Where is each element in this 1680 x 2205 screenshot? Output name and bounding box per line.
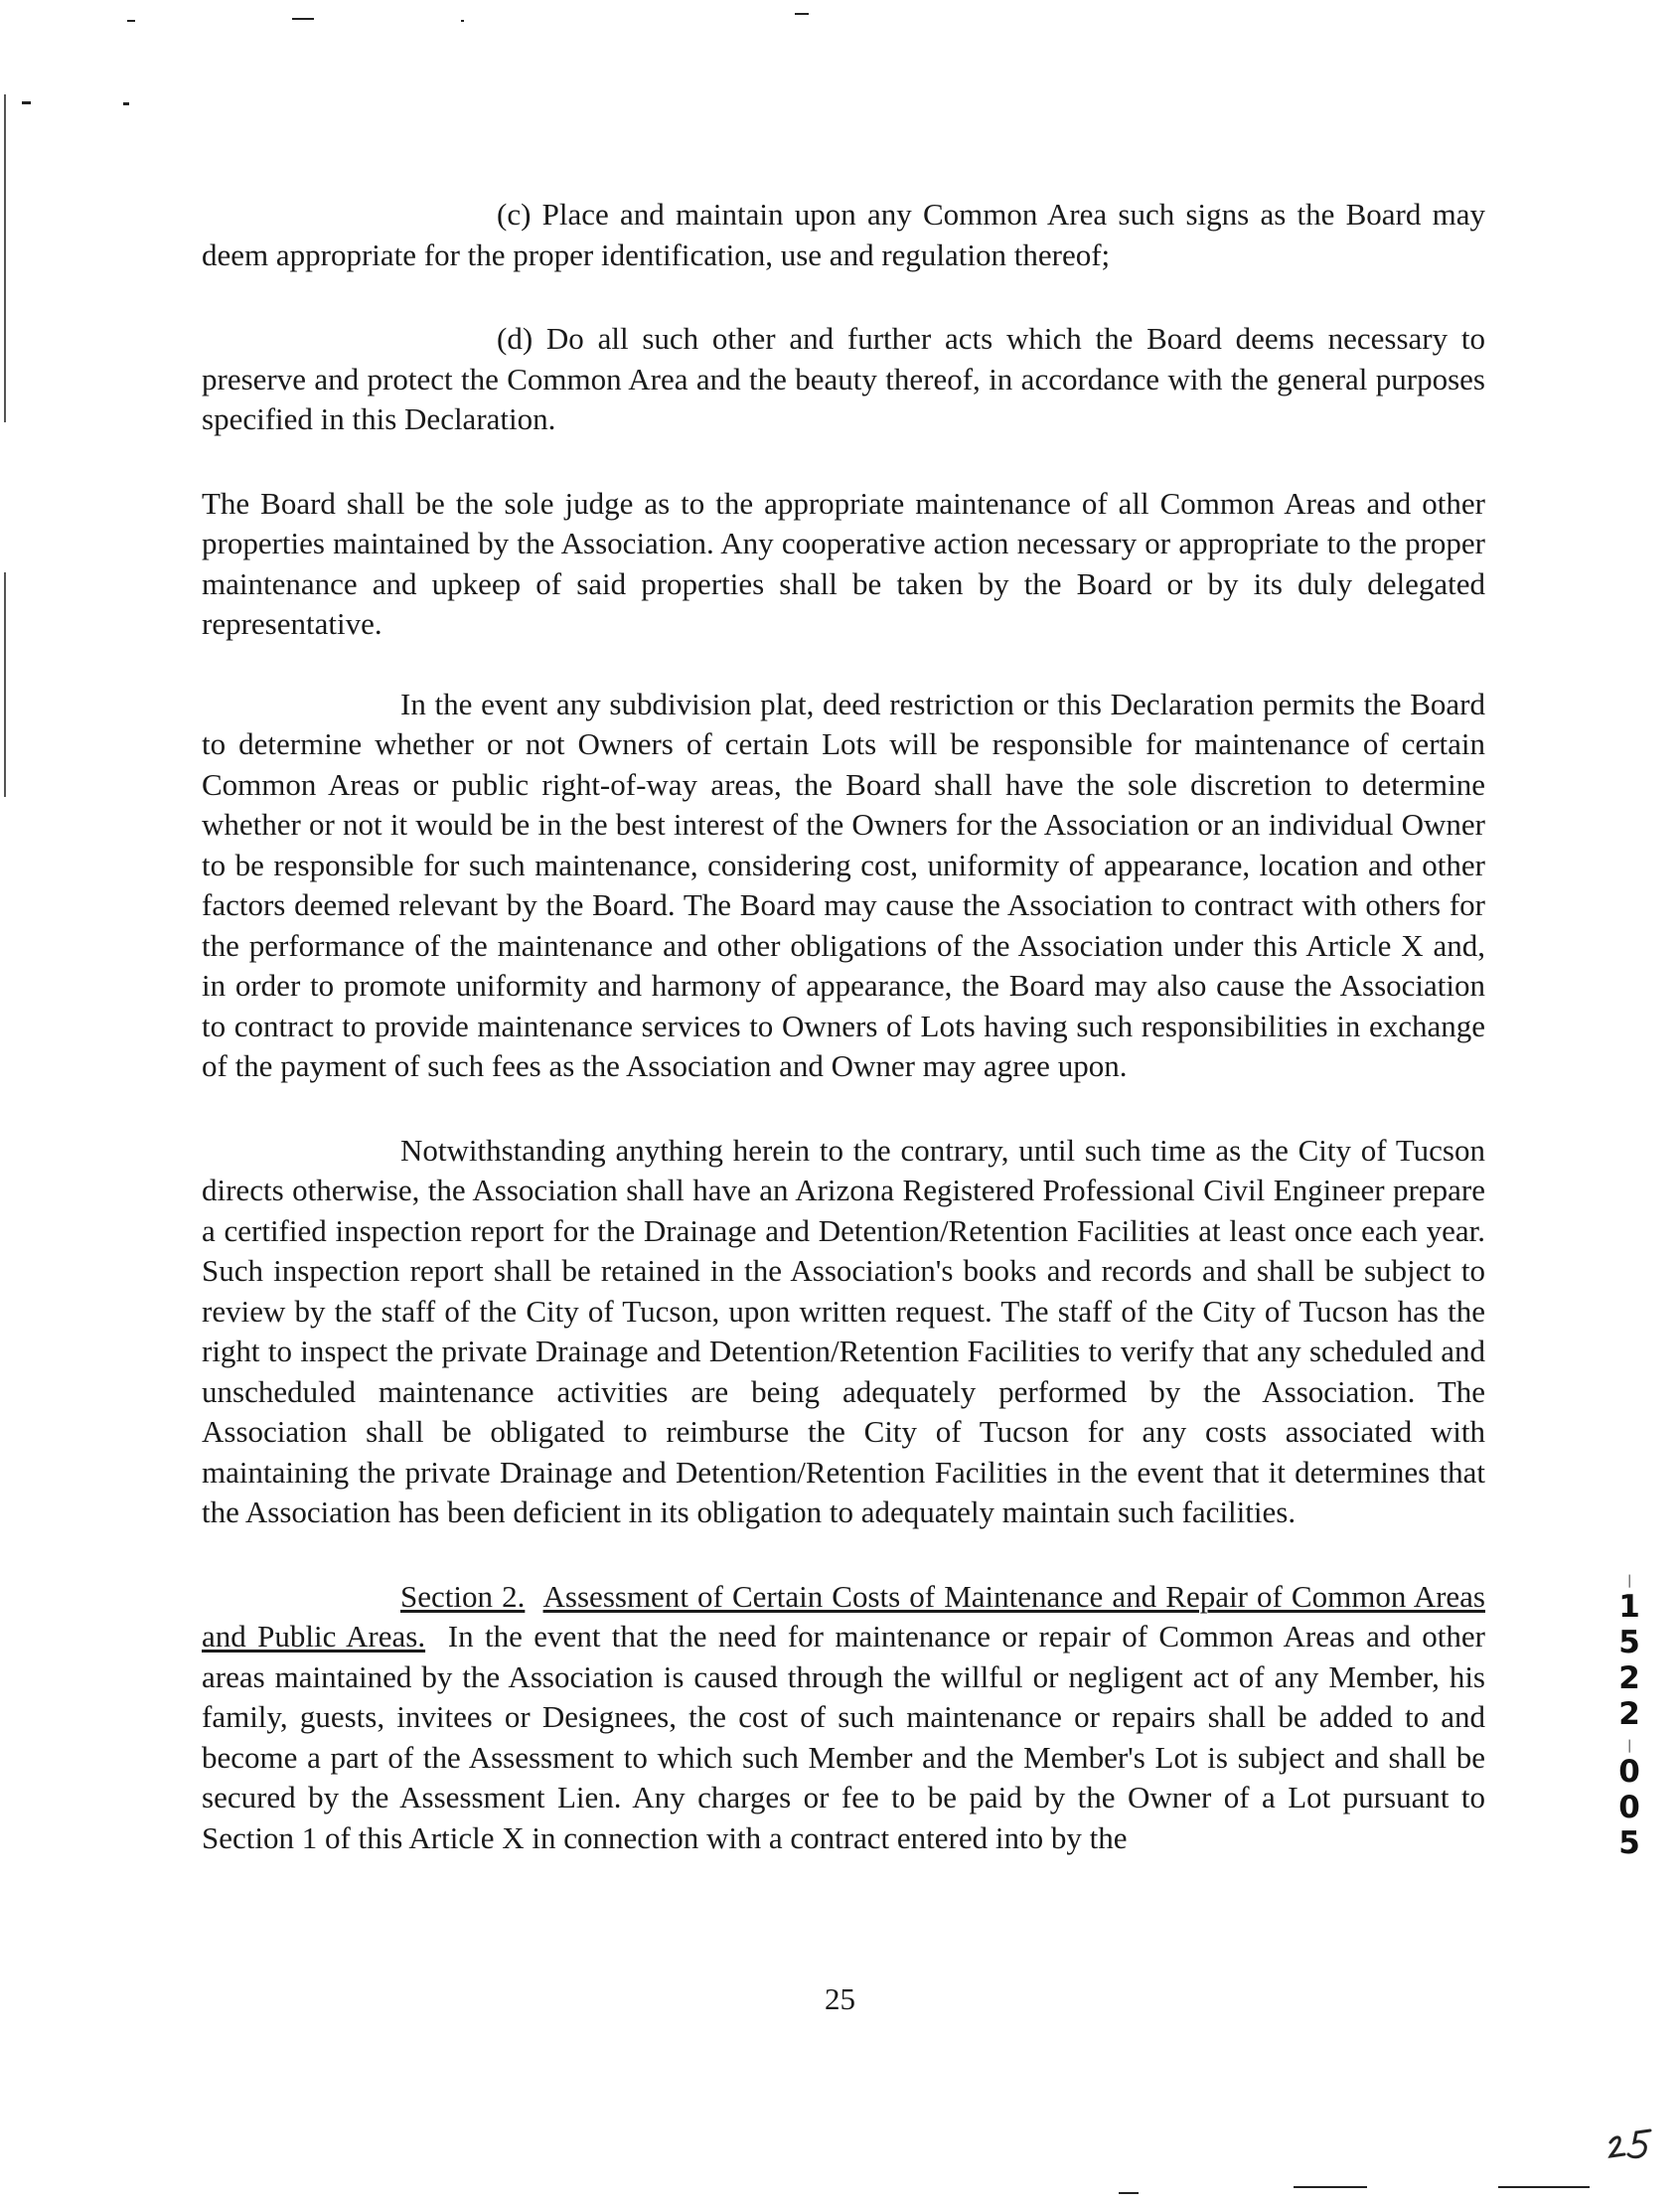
stamp-digit: 0 xyxy=(1618,1790,1640,1825)
paragraph-board-judge: The Board shall be the sole judge as to the appropriate maintenance of all Common Areas and other properties maintained by the Association. Any cooperative action necessary or appropriate to the proper maintenance and upkeep of said properties shall be taken by the Board or by its duly delegated representative. xyxy=(202,485,1485,641)
left-edge-line-2 xyxy=(4,572,6,797)
bottom-mark-2 xyxy=(1294,2186,1367,2188)
stamp-digit: 2 xyxy=(1618,1696,1640,1732)
section-2 xyxy=(202,1577,1485,1859)
scan-mark-top-1 xyxy=(127,20,135,22)
stamp-tick-icon: │ xyxy=(1625,1575,1633,1588)
scan-mark-top-4 xyxy=(795,13,809,15)
margin-recording-stamp xyxy=(1611,1575,1647,1861)
bottom-mark-3 xyxy=(1498,2186,1590,2188)
section-2-heading: Assessment of Certain Costs of Maintenance and Repair of Common Areas and Public Areas. xyxy=(202,1578,1486,1654)
stamp-digit: 2 xyxy=(1618,1660,1640,1696)
paragraph-d: (d) Do all such other and further acts which the Board deems necessary to preserve and protect the Common Area and the beauty thereof, in accordance with the general purposes specified in this Declaration. xyxy=(202,321,1485,436)
paragraph-c: (c) Place and maintain upon any Common Area such signs as the Board may deem appropriate for the proper identification, use and regulation thereof; xyxy=(202,197,1485,272)
scan-mark-top-2 xyxy=(292,18,314,20)
stamp-digit: 5 xyxy=(1618,1825,1640,1861)
body-text xyxy=(202,195,1485,1858)
page-number: 25 xyxy=(825,1981,855,2016)
scan-mark-corner-2 xyxy=(123,102,129,105)
section-2-number: Section 2. xyxy=(400,1578,526,1614)
stamp-digit: 0 xyxy=(1618,1754,1640,1790)
paragraph-notwithstanding: Notwithstanding anything herein to the contrary, until such time as the City of Tucson directs otherwise, the Association shall have an Arizona Registered Professional Civil Engineer prepare a certified inspection report for the Drainage and Detention/Retention Facilities at least once each year. Such inspection report shall be retained in the Association's books and records and shall be subject to review by the staff of the City of Tucson, upon written request. The staff of the City of Tucson has the right to inspect the private Drainage and Detention/Retention Facilities to verify that any scheduled and unscheduled maintenance activities are being adequately performed by the Association. The Association shall be obligated to reimburse the City of Tucson for any costs associated with maintaining the private Drainage and Detention/Retention Facilities in the event that it determines that the Association has been deficient in its obligation to adequately maintain such facilities. xyxy=(202,1132,1485,1529)
section-2-body: In the event that the need for maintenance or repair of Common Areas and other areas maintained by the Association is caused through the willful or negligent act of any Member, his family, guests, invitees or Designees, the cost of such maintenance or repairs shall be added to and become a part of the Assessment to which such Member and the Member's Lot is subject and shall be secured by the Assessment Lien. Any charges or fee to be paid by the Owner of a Lot pursuant to Section 1 of this Article X in connection with a contract entered into by the xyxy=(202,1619,1485,1855)
stamp-digit: 5 xyxy=(1618,1625,1640,1660)
scan-mark-top-3 xyxy=(461,20,464,22)
handwritten-page-number xyxy=(1606,2126,1656,2162)
stamp-tick-icon: │ xyxy=(1625,1740,1633,1753)
paragraph-subdivision-plat: In the event any subdivision plat, deed restriction or this Declaration permits the Board to determine whether or not Owners of certain Lots will be responsible for maintenance of certain Common Areas or public right-of-way areas, the Board shall have the sole discretion to determine whether or not it would be in the best interest of the Owners for the Association or an individual Owner to be responsible for such maintenance, considering cost, uniformity of appearance, location and other factors deemed relevant by the Board. The Board may cause the Association to contract with others for the performance of the maintenance and other obligations of the Association under this Article X and, in order to promote uniformity and harmony of appearance, the Board may also cause the Association to contract to provide maintenance services to Owners of Lots having such responsibilities in exchange of the payment of such fees as the Association and Owner may agree upon. xyxy=(202,686,1485,1083)
bottom-mark-1 xyxy=(1119,2192,1139,2194)
stamp-digit: 1 xyxy=(1618,1589,1640,1625)
scan-mark-corner-1 xyxy=(22,101,31,104)
left-edge-line-1 xyxy=(4,94,6,422)
